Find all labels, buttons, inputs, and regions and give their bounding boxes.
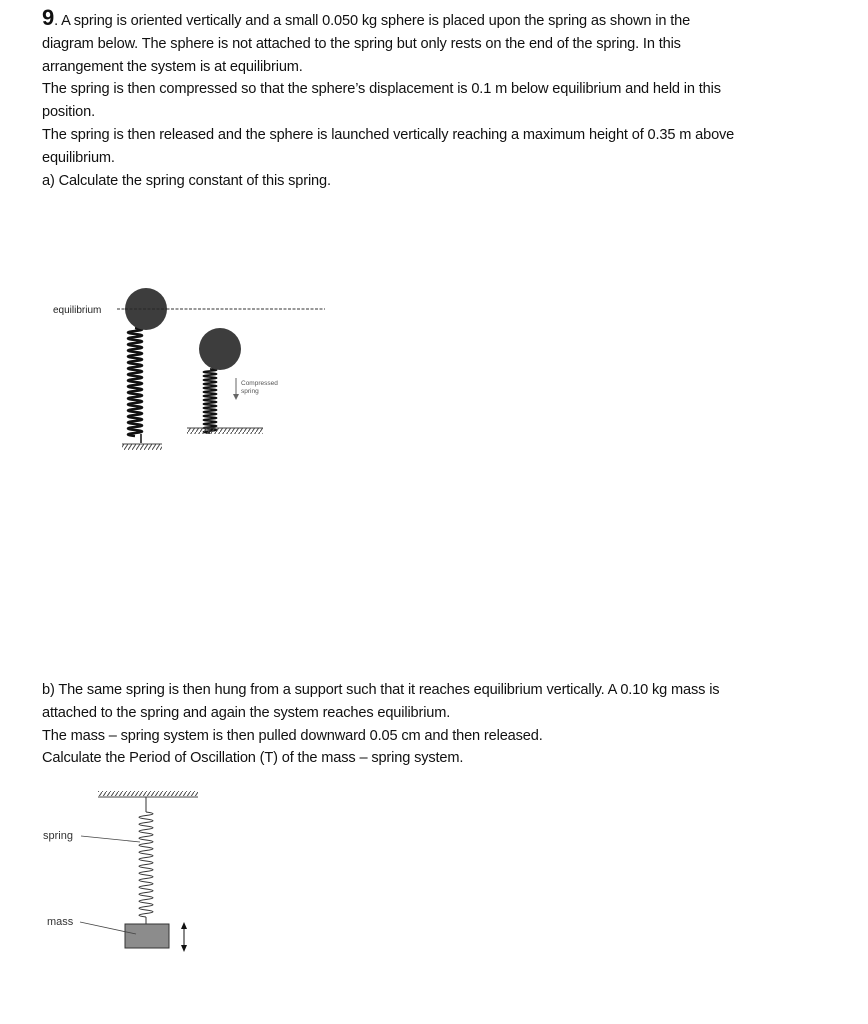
question-paragraph-3-line-2: equilibrium. (42, 149, 115, 166)
compressed-label: Compressed (241, 380, 278, 387)
ceiling-hatch (98, 791, 198, 796)
uncompressed-spring (128, 328, 142, 443)
compressed-label-2: spring (241, 388, 259, 395)
part-b-line-2: attached to the spring and again the system reaches equilibrium. (42, 704, 451, 721)
question-paragraph-2-line-1: The spring is then compressed so that the sphere’s displacement is 0.1 m below equilibrium and held in this (42, 81, 721, 98)
mass-block (125, 924, 169, 948)
question-9-text (42, 7, 832, 192)
equilibrium-label: equilibrium (53, 305, 102, 316)
sphere-spring-diagram (40, 270, 340, 450)
ground-hatch-left (122, 444, 162, 450)
question-intro-line-1: 9. A spring is oriented vertically and a small 0.050 kg sphere is placed upon the spring as shown in the (42, 5, 691, 30)
question-paragraph-3-line-1: The spring is then released and the sphere is launched vertically reaching a maximum height of 0.35 m above (42, 126, 735, 143)
hanging-mass-spring-diagram (30, 780, 250, 960)
mass-label: mass (47, 916, 74, 928)
question-paragraph-2-line-2: position. (42, 104, 96, 121)
part-a-prompt: a) Calculate the spring constant of this spring. (42, 172, 331, 189)
part-b-text (42, 679, 832, 770)
double-arrow-icon (181, 922, 187, 952)
hanging-spring (139, 812, 153, 917)
sphere-compressed (199, 328, 241, 370)
spring-label: spring (43, 830, 73, 842)
part-b-line-1: b) The same spring is then hung from a support such that it reaches equilibrium vertically. A 0.10 kg mass is (42, 682, 720, 698)
question-intro-line-2: diagram below. The sphere is not attached to the spring but only rests on the end of the spring. In this (42, 35, 681, 52)
question-intro-line-3: arrangement the system is at equilibrium. (42, 58, 303, 75)
compressed-spring (204, 369, 217, 433)
part-b-line-4: Calculate the Period of Oscillation (T) of the mass – spring system. (42, 750, 464, 767)
down-arrow-icon (233, 378, 239, 400)
ground-hatch-right (187, 428, 263, 434)
question-number: 9 (42, 5, 55, 30)
part-b-line-3: The mass – spring system is then pulled downward 0.05 cm and then released. (42, 727, 543, 744)
spring-leader-line (81, 836, 140, 842)
